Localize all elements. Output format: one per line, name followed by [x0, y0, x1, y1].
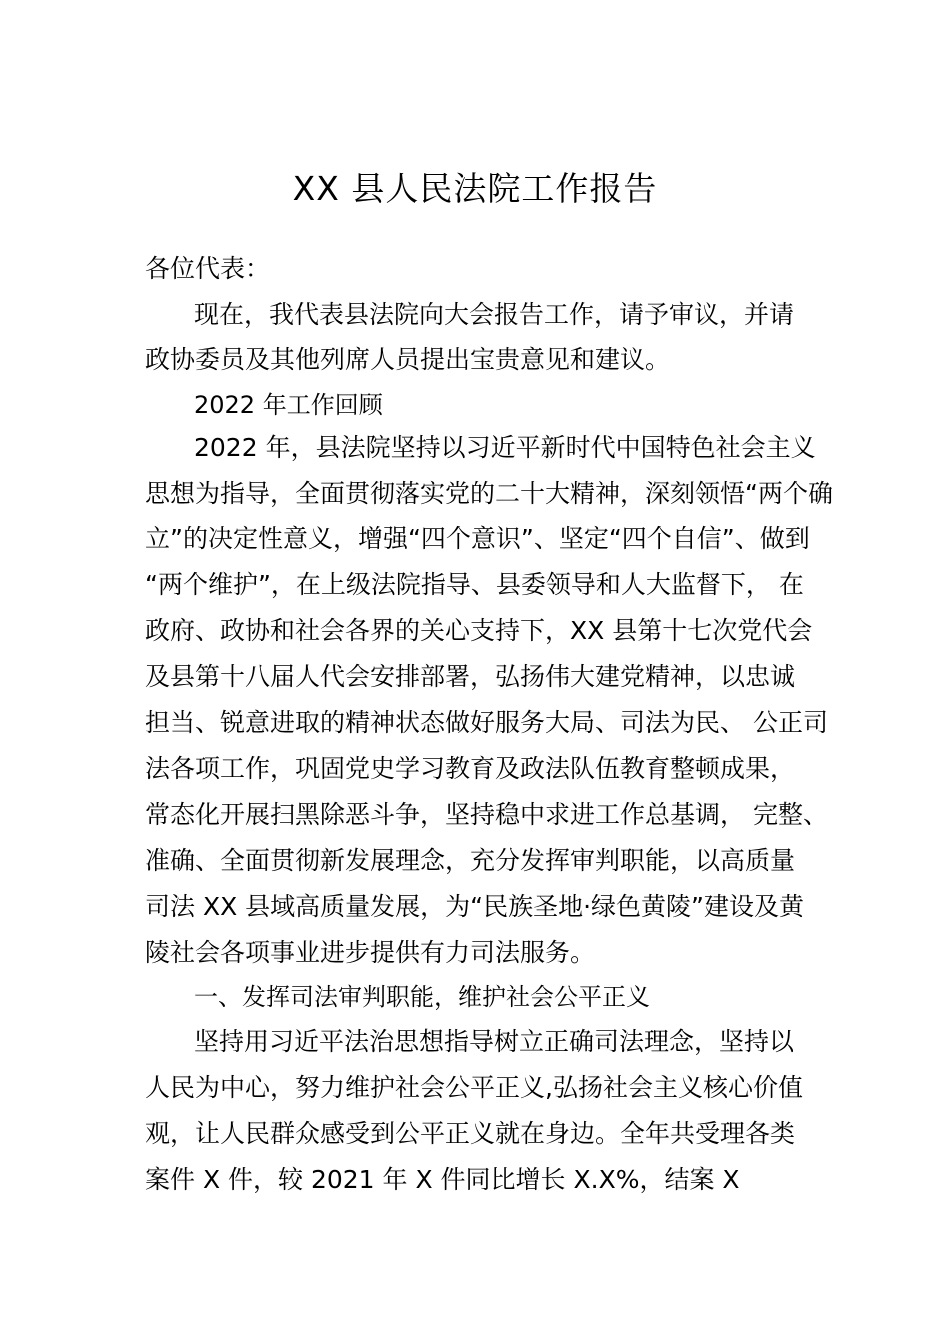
paragraph-line: 人民为中心，努力维护社会公平正义,弘扬社会主义核心价值 — [145, 1073, 803, 1102]
paragraph-line: 担当、锐意进取的精神状态做好服务大局、司法为民、 公正司 — [145, 708, 828, 737]
paragraph-line: 坚持用习近平法治思想指导树立正确司法理念，坚持以 — [194, 1027, 795, 1056]
paragraph-line: 政府、政协和社会各界的关心支持下，XX 县第十七次党代会 — [145, 616, 813, 645]
paragraph-line: 准确、全面贯彻新发展理念，充分发挥审判职能，以高质量 — [145, 846, 796, 875]
paragraph-line: 观，让人民群众感受到公平正义就在身边。全年共受理各类 — [145, 1119, 796, 1148]
paragraph-line: 法各项工作，巩固党史学习教育及政法队伍教育整顿成果， — [145, 754, 796, 783]
paragraph-line: “两个维护”，在上级法院指导、县委领导和人大监督下， 在 — [145, 570, 804, 599]
section-heading: 2022 年工作回顾 — [194, 391, 383, 419]
paragraph-line: 立”的决定性意义，增强“四个意识”、坚定“四个自信”、做到 — [145, 524, 810, 553]
section-heading: 一、发挥司法审判职能，维护社会公平正义 — [194, 983, 650, 1011]
paragraph-line: 政协委员及其他列席人员提出宝贵意见和建议。 — [145, 345, 671, 374]
salutation: 各位代表： — [145, 254, 271, 283]
paragraph-line: 现在，我代表县法院向大会报告工作，请予审议，并请 — [194, 300, 795, 329]
paragraph-line: 司法 XX 县域高质量发展，为“民族圣地·绿色黄陵”建设及黄 — [145, 892, 804, 921]
paragraph-line: 及县第十八届人代会安排部署，弘扬伟大建党精神，以忠诚 — [145, 662, 796, 691]
paragraph-line: 陵社会各项事业进步提供有力司法服务。 — [145, 938, 596, 967]
paragraph-line: 思想为指导，全面贯彻落实党的二十大精神，深刻领悟“两个确 — [145, 479, 833, 508]
document-title: XX 县人民法院工作报告 — [292, 169, 658, 208]
paragraph-line: 2022 年，县法院坚持以习近平新时代中国特色社会主义 — [194, 433, 816, 462]
paragraph-line: 案件 X 件，较 2021 年 X 件同比增长 X.X%，结案 X — [145, 1165, 740, 1194]
paragraph-line: 常态化开展扫黑除恶斗争，坚持稳中求进工作总基调， 完整、 — [145, 800, 828, 829]
